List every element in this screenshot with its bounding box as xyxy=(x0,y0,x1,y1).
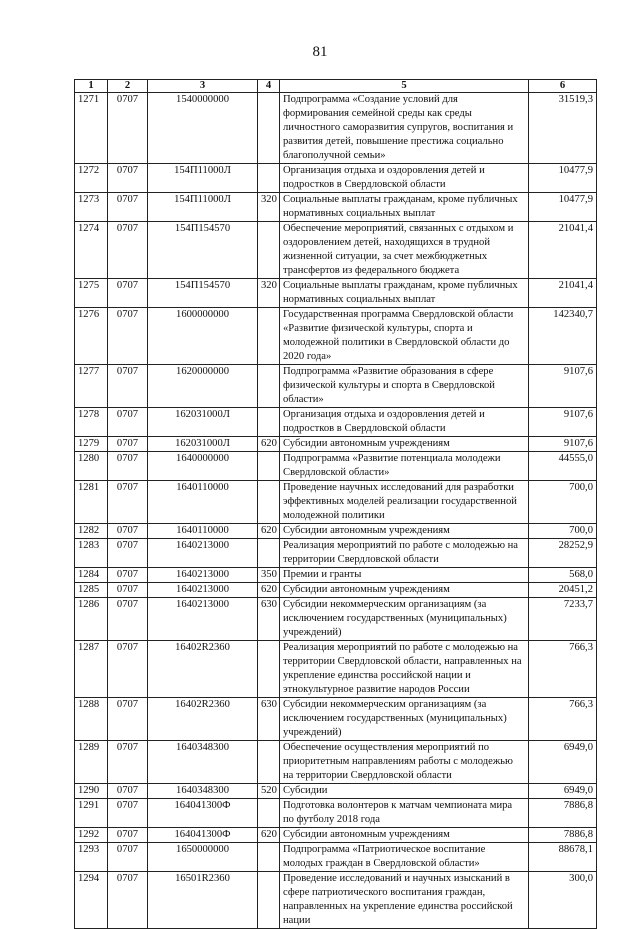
target-article-code: 1640213000 xyxy=(148,583,258,598)
budget-table xyxy=(74,79,597,929)
item-name: Обеспечение мероприятий, связанных с отдыхом и оздоровлением детей, находящихся в трудной жизненной ситуации, за счет межбюджетных трансфертов из федерального бюджета xyxy=(280,222,529,279)
row-number: 1277 xyxy=(75,365,108,408)
target-article-code: 164041300Ф xyxy=(148,799,258,828)
target-article-code: 1540000000 xyxy=(148,93,258,164)
section-code: 0707 xyxy=(108,698,148,741)
item-name: Субсидии автономным учреждениям xyxy=(280,437,529,452)
section-code: 0707 xyxy=(108,784,148,799)
item-name: Субсидии автономным учреждениям xyxy=(280,524,529,539)
target-article-code: 154П11000Л xyxy=(148,164,258,193)
amount: 6949,0 xyxy=(529,741,597,784)
amount: 6949,0 xyxy=(529,784,597,799)
section-code: 0707 xyxy=(108,452,148,481)
section-code: 0707 xyxy=(108,164,148,193)
amount: 9107,6 xyxy=(529,365,597,408)
row-number: 1272 xyxy=(75,164,108,193)
section-code: 0707 xyxy=(108,279,148,308)
item-name: Проведение научных исследований для разработки эффективных моделей реализации государственной молодежной политики xyxy=(280,481,529,524)
row-number: 1280 xyxy=(75,452,108,481)
expense-type-code xyxy=(258,164,280,193)
table-row xyxy=(75,193,597,222)
expense-type-code xyxy=(258,872,280,929)
table-body xyxy=(75,93,597,929)
row-number: 1282 xyxy=(75,524,108,539)
header-col-6: 6 xyxy=(529,80,597,93)
item-name: Социальные выплаты гражданам, кроме публичных нормативных социальных выплат xyxy=(280,193,529,222)
amount: 568,0 xyxy=(529,568,597,583)
section-code: 0707 xyxy=(108,741,148,784)
item-name: Субсидии автономным учреждениям xyxy=(280,828,529,843)
table-row xyxy=(75,308,597,365)
expense-type-code: 620 xyxy=(258,583,280,598)
item-name: Подпрограмма «Патриотическое воспитание молодых граждан в Свердловской области» xyxy=(280,843,529,872)
expense-type-code: 350 xyxy=(258,568,280,583)
section-code: 0707 xyxy=(108,193,148,222)
section-code: 0707 xyxy=(108,598,148,641)
row-number: 1288 xyxy=(75,698,108,741)
row-number: 1273 xyxy=(75,193,108,222)
row-number: 1283 xyxy=(75,539,108,568)
header-col-4: 4 xyxy=(258,80,280,93)
target-article-code: 1620000000 xyxy=(148,365,258,408)
section-code: 0707 xyxy=(108,799,148,828)
amount: 766,3 xyxy=(529,698,597,741)
amount: 10477,9 xyxy=(529,164,597,193)
item-name: Государственная программа Свердловской области «Развитие физической культуры, спорта и молодежной политики в Свердловской области до 2020 года» xyxy=(280,308,529,365)
row-number: 1275 xyxy=(75,279,108,308)
target-article-code: 154П154570 xyxy=(148,222,258,279)
table-row xyxy=(75,524,597,539)
table-row xyxy=(75,641,597,698)
amount: 7886,8 xyxy=(529,828,597,843)
page-number: 81 xyxy=(312,44,328,60)
expense-type-code xyxy=(258,308,280,365)
amount: 700,0 xyxy=(529,524,597,539)
expense-type-code xyxy=(258,408,280,437)
header-col-1: 1 xyxy=(75,80,108,93)
target-article-code: 1640348300 xyxy=(148,784,258,799)
section-code: 0707 xyxy=(108,481,148,524)
table-row xyxy=(75,437,597,452)
table-row xyxy=(75,279,597,308)
amount: 10477,9 xyxy=(529,193,597,222)
item-name: Подпрограмма «Развитие образования в сфере физической культуры и спорта в Свердловской области» xyxy=(280,365,529,408)
table-row xyxy=(75,452,597,481)
expense-type-code xyxy=(258,93,280,164)
target-article-code: 16402R2360 xyxy=(148,698,258,741)
target-article-code: 154П154570 xyxy=(148,279,258,308)
table-row xyxy=(75,568,597,583)
table-row xyxy=(75,539,597,568)
table-row xyxy=(75,93,597,164)
item-name: Подготовка волонтеров к матчам чемпионата мира по футболу 2018 года xyxy=(280,799,529,828)
amount: 9107,6 xyxy=(529,437,597,452)
expense-type-code: 620 xyxy=(258,828,280,843)
expense-type-code: 320 xyxy=(258,193,280,222)
item-name: Подпрограмма «Создание условий для формирования семейной среды как среды личностного саморазвития супругов, воспитания и развития детей, повышение престижа социально благополучной семьи» xyxy=(280,93,529,164)
item-name: Социальные выплаты гражданам, кроме публичных нормативных социальных выплат xyxy=(280,279,529,308)
amount: 28252,9 xyxy=(529,539,597,568)
header-col-5: 5 xyxy=(280,80,529,93)
section-code: 0707 xyxy=(108,308,148,365)
section-code: 0707 xyxy=(108,828,148,843)
target-article-code: 1640213000 xyxy=(148,598,258,641)
row-number: 1281 xyxy=(75,481,108,524)
target-article-code: 1640000000 xyxy=(148,452,258,481)
item-name: Обеспечение осуществления мероприятий по приоритетным направлениям работы с молодежью на территории Свердловской области xyxy=(280,741,529,784)
table-row xyxy=(75,741,597,784)
section-code: 0707 xyxy=(108,843,148,872)
item-name: Премии и гранты xyxy=(280,568,529,583)
item-name: Организация отдыха и оздоровления детей и подростков в Свердловской области xyxy=(280,408,529,437)
row-number: 1293 xyxy=(75,843,108,872)
expense-type-code: 620 xyxy=(258,437,280,452)
row-number: 1292 xyxy=(75,828,108,843)
amount: 142340,7 xyxy=(529,308,597,365)
item-name: Субсидии некоммерческим организациям (за исключением государственных (муниципальных) учреждений) xyxy=(280,598,529,641)
section-code: 0707 xyxy=(108,641,148,698)
expense-type-code: 320 xyxy=(258,279,280,308)
section-code: 0707 xyxy=(108,408,148,437)
section-code: 0707 xyxy=(108,437,148,452)
amount: 300,0 xyxy=(529,872,597,929)
expense-type-code xyxy=(258,641,280,698)
table-row xyxy=(75,164,597,193)
amount: 766,3 xyxy=(529,641,597,698)
target-article-code: 1640348300 xyxy=(148,741,258,784)
target-article-code: 1600000000 xyxy=(148,308,258,365)
expense-type-code xyxy=(258,741,280,784)
row-number: 1274 xyxy=(75,222,108,279)
item-name: Субсидии автономным учреждениям xyxy=(280,583,529,598)
table-row xyxy=(75,222,597,279)
table-row xyxy=(75,583,597,598)
expense-type-code xyxy=(258,365,280,408)
table-header-row xyxy=(75,80,597,93)
item-name: Реализация мероприятий по работе с молодежью на территории Свердловской области xyxy=(280,539,529,568)
table-row xyxy=(75,784,597,799)
target-article-code: 162031000Л xyxy=(148,437,258,452)
section-code: 0707 xyxy=(108,93,148,164)
amount: 44555,0 xyxy=(529,452,597,481)
target-article-code: 16501R2360 xyxy=(148,872,258,929)
section-code: 0707 xyxy=(108,539,148,568)
table-row xyxy=(75,481,597,524)
target-article-code: 1650000000 xyxy=(148,843,258,872)
target-article-code: 1640213000 xyxy=(148,568,258,583)
table-row xyxy=(75,872,597,929)
item-name: Субсидии некоммерческим организациям (за исключением государственных (муниципальных) учреждений) xyxy=(280,698,529,741)
row-number: 1289 xyxy=(75,741,108,784)
section-code: 0707 xyxy=(108,583,148,598)
amount: 21041,4 xyxy=(529,222,597,279)
expense-type-code xyxy=(258,843,280,872)
item-name: Проведение исследований и научных изысканий в сфере патриотического воспитания граждан, направленных на укрепление единства российской нации xyxy=(280,872,529,929)
row-number: 1284 xyxy=(75,568,108,583)
target-article-code: 1640110000 xyxy=(148,524,258,539)
table-row xyxy=(75,828,597,843)
row-number: 1279 xyxy=(75,437,108,452)
section-code: 0707 xyxy=(108,524,148,539)
table-row xyxy=(75,408,597,437)
row-number: 1294 xyxy=(75,872,108,929)
amount: 9107,6 xyxy=(529,408,597,437)
section-code: 0707 xyxy=(108,222,148,279)
expense-type-code: 620 xyxy=(258,524,280,539)
target-article-code: 16402R2360 xyxy=(148,641,258,698)
item-name: Организация отдыха и оздоровления детей и подростков в Свердловской области xyxy=(280,164,529,193)
row-number: 1271 xyxy=(75,93,108,164)
row-number: 1291 xyxy=(75,799,108,828)
target-article-code: 162031000Л xyxy=(148,408,258,437)
header-col-2: 2 xyxy=(108,80,148,93)
row-number: 1276 xyxy=(75,308,108,365)
amount: 700,0 xyxy=(529,481,597,524)
expense-type-code xyxy=(258,481,280,524)
row-number: 1285 xyxy=(75,583,108,598)
table-row xyxy=(75,598,597,641)
row-number: 1286 xyxy=(75,598,108,641)
item-name: Подпрограмма «Развитие потенциала молодежи Свердловской области» xyxy=(280,452,529,481)
target-article-code: 1640213000 xyxy=(148,539,258,568)
section-code: 0707 xyxy=(108,365,148,408)
table-row xyxy=(75,799,597,828)
expense-type-code xyxy=(258,222,280,279)
expense-type-code xyxy=(258,539,280,568)
section-code: 0707 xyxy=(108,568,148,583)
table-row xyxy=(75,698,597,741)
row-number: 1290 xyxy=(75,784,108,799)
table-row xyxy=(75,843,597,872)
expense-type-code xyxy=(258,452,280,481)
expense-type-code: 520 xyxy=(258,784,280,799)
amount: 88678,1 xyxy=(529,843,597,872)
row-number: 1278 xyxy=(75,408,108,437)
item-name: Реализация мероприятий по работе с молодежью на территории Свердловской области, направленных на укрепление единства российской нации и этнокультурное развитие народов России xyxy=(280,641,529,698)
amount: 20451,2 xyxy=(529,583,597,598)
expense-type-code: 630 xyxy=(258,598,280,641)
header-col-3: 3 xyxy=(148,80,258,93)
target-article-code: 154П11000Л xyxy=(148,193,258,222)
target-article-code: 164041300Ф xyxy=(148,828,258,843)
item-name: Субсидии xyxy=(280,784,529,799)
row-number: 1287 xyxy=(75,641,108,698)
amount: 31519,3 xyxy=(529,93,597,164)
amount: 7886,8 xyxy=(529,799,597,828)
amount: 21041,4 xyxy=(529,279,597,308)
section-code: 0707 xyxy=(108,872,148,929)
expense-type-code xyxy=(258,799,280,828)
expense-type-code: 630 xyxy=(258,698,280,741)
target-article-code: 1640110000 xyxy=(148,481,258,524)
amount: 7233,7 xyxy=(529,598,597,641)
table-row xyxy=(75,365,597,408)
